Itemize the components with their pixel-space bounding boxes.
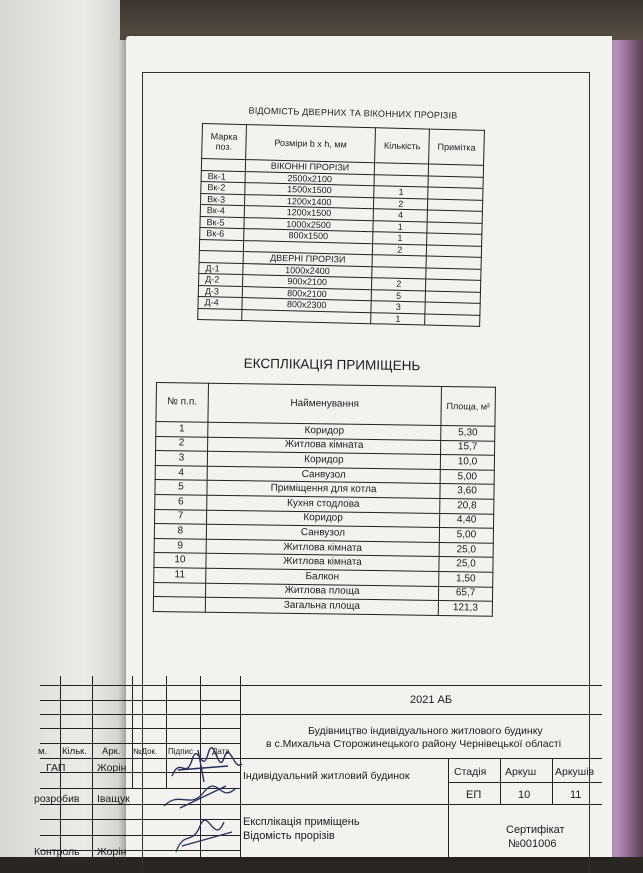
room-name: Житлова кімната — [207, 437, 440, 455]
control-label: Контроль — [34, 846, 80, 858]
room-number: 5 — [155, 480, 207, 495]
room-number: 1 — [156, 422, 208, 437]
qty-cell: 4 — [373, 209, 427, 222]
mark-cell: Вк-6 — [200, 227, 244, 240]
size-cell: 2500x2100 — [245, 171, 375, 186]
signature-razrobyv — [160, 780, 240, 814]
doors-windows-title: ВІДОМІСТЬ ДВЕРНИХ ТА ВІКОННИХ ПРОРІЗІВ — [248, 105, 458, 121]
window-section-label: ВІКОННІ ПРОРІЗИ — [245, 160, 375, 175]
header-name: Найменування — [208, 383, 442, 425]
qty-cell: 1 — [373, 220, 427, 233]
room-name: Загальна площа — [205, 597, 438, 615]
size-cell — [242, 309, 372, 324]
razrobyv-label: розробив — [34, 793, 80, 805]
stage-header: Стадія — [454, 766, 487, 778]
room-name: Коридор — [208, 422, 441, 440]
col-kilk: Кільк. — [62, 746, 87, 757]
project-code: 2021 АБ — [410, 694, 453, 706]
header-note: Примітка — [429, 129, 485, 165]
qty-cell: 5 — [372, 289, 426, 302]
mark-cell — [198, 308, 242, 321]
room-name: Санвузол — [207, 466, 440, 484]
room-area: 5,00 — [440, 469, 494, 484]
mark-cell: Вк-3 — [201, 193, 245, 206]
room-area: 4,40 — [440, 513, 494, 528]
room-name: Житлова кімната — [206, 539, 439, 557]
size-cell: 800x2300 — [242, 298, 372, 313]
mark-cell: Вк-5 — [200, 216, 244, 229]
mark-cell: Д-1 — [199, 262, 243, 275]
header-mark: Марка поз. — [202, 124, 247, 160]
mark-cell: Вк-1 — [201, 170, 245, 183]
sheet-title-2: Відомість прорізів — [243, 830, 335, 842]
qty-cell: 2 — [372, 278, 426, 291]
room-name: Санвузол — [206, 524, 439, 542]
room-area: 3,60 — [440, 484, 494, 499]
control-name: Жорін — [97, 846, 127, 858]
mark-cell: Д-3 — [198, 285, 242, 298]
room-name: Житлова площа — [205, 583, 438, 601]
gap-name: Жорін — [97, 762, 127, 774]
size-cell: 1000x2500 — [244, 217, 374, 232]
room-name: Коридор — [206, 510, 439, 528]
room-name: Житлова кімната — [206, 554, 439, 572]
qty-cell: 3 — [371, 301, 425, 314]
mark-cell: Вк-4 — [200, 204, 244, 217]
col-izm: м. — [38, 746, 48, 757]
size-cell: 1200x1500 — [244, 206, 374, 221]
room-number — [154, 582, 206, 597]
background-top — [120, 0, 643, 40]
room-area: 65,7 — [439, 586, 493, 601]
col-ndok: №Док. — [133, 747, 158, 756]
size-cell: 800x1500 — [243, 229, 373, 244]
razrobyv-name: Іващук — [97, 793, 130, 805]
col-ark: Арк. — [102, 746, 121, 757]
room-name: Коридор — [207, 451, 440, 469]
room-name: Кухня стодлова — [207, 495, 440, 513]
size-cell: 800x2100 — [242, 286, 372, 301]
room-area: 121,3 — [438, 601, 492, 616]
qty-cell: 2 — [374, 197, 428, 210]
header-size: Розміри b x h, мм — [245, 125, 375, 163]
room-name: Приміщення для котла — [207, 481, 440, 499]
col-data: Дата — [212, 747, 230, 756]
stage-value: ЕП — [466, 789, 482, 801]
qty-cell: 1 — [373, 232, 427, 245]
size-cell: 1200x1400 — [244, 194, 374, 209]
room-number: 8 — [154, 524, 206, 539]
gap-label: ГАП — [46, 762, 66, 774]
room-area: 5,00 — [439, 528, 493, 543]
mark-cell: Вк-2 — [201, 181, 245, 194]
sheets-value: 11 — [570, 789, 582, 801]
room-area: 5,30 — [441, 425, 495, 440]
rooms-table — [153, 382, 496, 616]
room-area: 25,0 — [439, 557, 493, 572]
qty-cell: 1 — [371, 312, 425, 325]
room-number: 2 — [156, 436, 208, 451]
mark-cell: Д-4 — [198, 296, 242, 309]
cert-number: №001006 — [508, 838, 557, 850]
building-name: Індивідуальний житловий будинок — [243, 770, 410, 782]
room-number: 11 — [154, 567, 206, 582]
size-cell: 900x2100 — [242, 275, 372, 290]
room-number: 7 — [155, 509, 207, 524]
col-pidpys: Підпис — [168, 747, 193, 756]
room-area: 1,50 — [439, 571, 493, 586]
signature-control — [170, 816, 240, 857]
room-number: 10 — [154, 553, 206, 568]
project-line-1: Будівництво індивідуального житлового будинку — [308, 725, 543, 737]
sheet-title-1: Експлікація приміщень — [243, 816, 360, 828]
sheet-value: 10 — [518, 789, 531, 801]
qty-cell: 1 — [374, 186, 428, 199]
size-cell: 1000x2400 — [243, 263, 373, 278]
cert-label: Сертифікат — [506, 824, 565, 836]
door-section-label: ДВЕРНІ ПРОРІЗИ — [243, 252, 373, 267]
room-number: 3 — [155, 451, 207, 466]
room-area: 10,0 — [440, 455, 494, 470]
size-cell: 1500x1500 — [245, 183, 375, 198]
room-area: 15,7 — [441, 440, 495, 455]
doors-windows-table — [197, 123, 485, 327]
header-qty: Кількість — [375, 128, 430, 164]
room-number — [153, 597, 205, 612]
note-cell — [425, 314, 480, 327]
mark-cell: Д-2 — [199, 273, 243, 286]
header-area: Площа, м² — [441, 386, 495, 426]
sheets-header: Аркушів — [555, 766, 595, 778]
room-number: 9 — [154, 538, 206, 553]
room-number: 6 — [155, 494, 207, 509]
room-name: Балкон — [206, 568, 439, 586]
room-area: 20,8 — [440, 498, 494, 513]
project-line-2: в с.Михальча Сторожинецького району Чернівецької області — [266, 738, 562, 750]
title-block — [34, 676, 602, 858]
rooms-title: ЕКСПЛІКАЦІЯ ПРИМІЩЕНЬ — [243, 355, 421, 374]
qty-cell: 2 — [373, 243, 427, 256]
header-no: № п.п. — [156, 383, 208, 423]
sheet-header: Аркуш — [505, 766, 537, 778]
room-area: 25,0 — [439, 542, 493, 557]
room-number: 4 — [155, 465, 207, 480]
